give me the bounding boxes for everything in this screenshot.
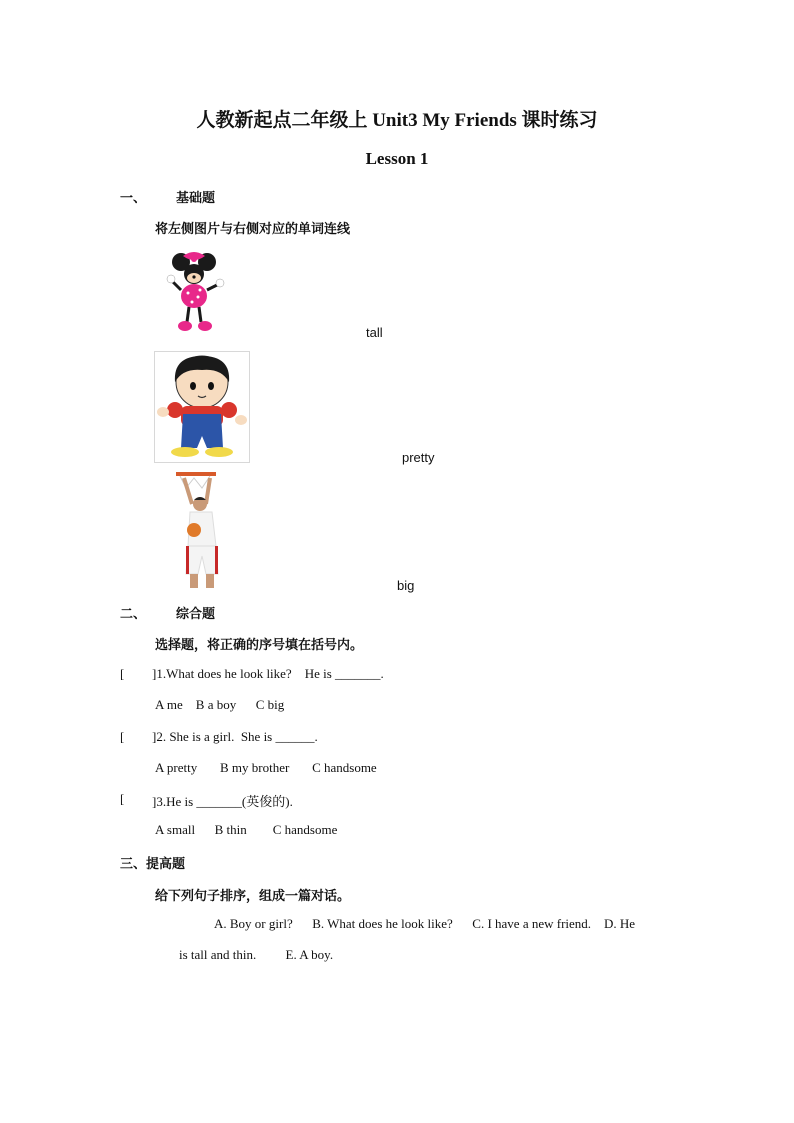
word-tall: tall [366, 325, 383, 340]
cartoon-boy-icon [154, 351, 250, 463]
ordering-line-2: is tall and thin. E. A boy. [179, 947, 334, 962]
section-3-heading: 三、提高题 [120, 856, 186, 871]
question-2-options: A pretty B my brother C handsome [155, 760, 377, 775]
ordering-line-1: A. Boy or girl? B. What does he look like? C. I have a new friend. D. He [214, 916, 636, 931]
section-2-instruction: 选择题，将正确的序号填在括号内。 [155, 637, 364, 652]
question-3-options: A small B thin C handsome [155, 822, 338, 837]
section-1-number: 一、 [120, 190, 147, 205]
minnie-mouse-icon [165, 250, 225, 334]
word-pretty: pretty [402, 450, 435, 465]
page-title: 人教新起点二年级上 Unit3 My Friends 课时练习 [196, 110, 598, 131]
question-3-stem: ]3.He is _______(英俊的). [152, 794, 293, 809]
section-1-name: 基础题 [176, 190, 216, 205]
question-3-bracket: [ [120, 791, 125, 806]
section-2-number: 二、 [120, 606, 147, 621]
question-1-bracket: [ [120, 666, 125, 681]
lesson-title: Lesson 1 [365, 149, 429, 168]
question-1-stem: ]1.What does he look like? He is _______. [152, 666, 384, 681]
basketball-player-icon [172, 470, 240, 590]
section-3-instruction: 给下列句子排序，组成一篇对话。 [155, 888, 351, 903]
question-2-stem: ]2. She is a girl. She is ______. [152, 729, 318, 744]
section-2-name: 综合题 [176, 606, 216, 621]
question-1-options: A me B a boy C big [155, 697, 285, 712]
section-1-instruction: 将左侧图片与右侧对应的单词连线 [155, 221, 351, 236]
question-2-bracket: [ [120, 729, 125, 744]
word-big: big [397, 578, 415, 593]
